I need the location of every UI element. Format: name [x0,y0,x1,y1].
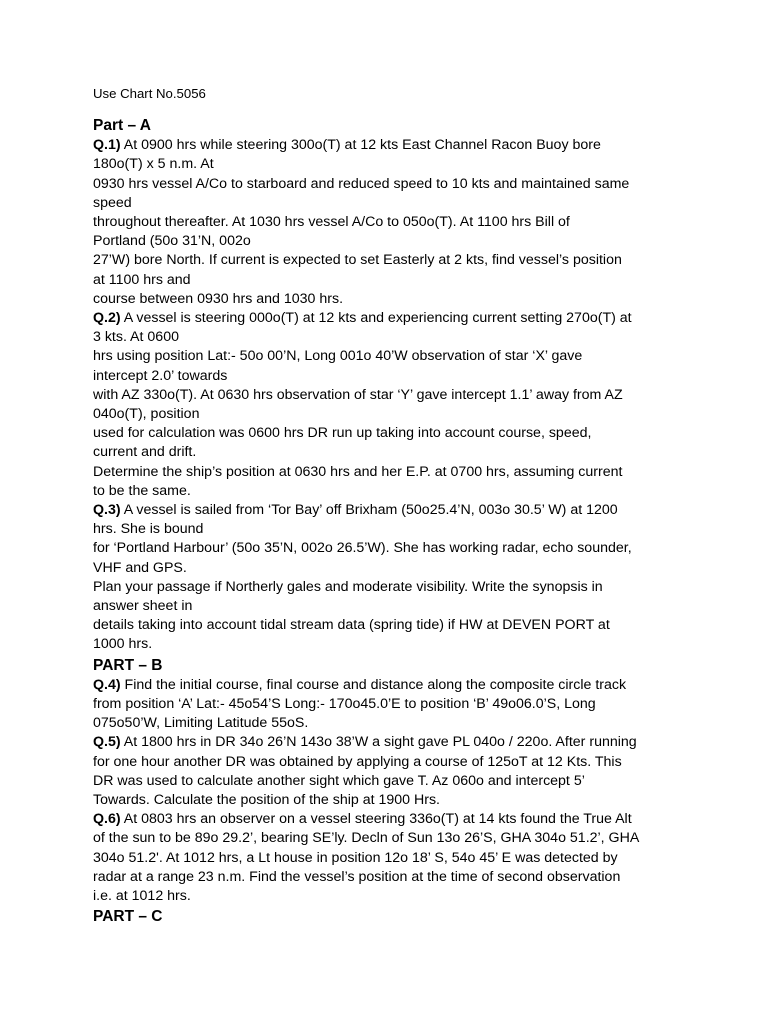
question-line [93,136,683,155]
question-line: 27’W) bore North. If current is expected to set Easterly at 2 kts, find vessel’s position [93,252,622,269]
question-line: 0930 hrs vessel A/Co to starboard and reduced speed to 10 kts and maintained same [93,175,630,192]
question-5 [93,733,683,810]
question-line [93,676,683,695]
question-number: Q.5) [93,734,121,751]
question-line: hrs. She is bound [93,521,204,538]
question-line: 304o 51.2'. At 1012 hrs, a Lt house in position 12o 18’ S, 54o 45’ E was detected by [93,849,618,866]
question-line: DR was used to calculate another sight which gave T. Az 060o and intercept 5’ [93,772,585,789]
question-text: At 0803 hrs an observer on a vessel steering 336o(T) at 14 kts found the True Alt [120,811,632,828]
question-6 [93,810,683,906]
chart-reference: Use Chart No.5056 [93,86,206,101]
question-line: answer sheet in [93,598,193,615]
question-line: intercept 2.0’ towards [93,367,228,384]
question-line: at 1100 hrs and [93,271,191,288]
question-text: At 0900 hrs while steering 300o(T) at 12 kts East Channel Racon Buoy bore [120,137,601,154]
section-heading-part-a: Part – A [93,117,152,135]
question-line: details taking into account tidal stream data (spring tide) if HW at DEVEN PORT at [93,617,610,634]
question-line [93,501,683,520]
question-line: 3 kts. At 0600 [93,329,179,346]
question-line: current and drift. [93,444,197,461]
question-line: of the sun to be 89o 29.2’, bearing SE’ly. Decln of Sun 13o 26’S, GHA 304o 51.2’, GHA [93,830,640,847]
question-line: Towards. Calculate the position of the ship at 1900 Hrs. [93,791,440,808]
question-number: Q.6) [93,811,121,828]
question-line: with AZ 330o(T). At 0630 hrs observation of star ‘Y’ gave intercept 1.1’ away from AZ [93,386,623,403]
question-number: Q.4) [93,676,121,693]
question-text: At 1800 hrs in DR 34o 26’N 143o 38’W a sight gave PL 040o / 220o. After running [120,734,637,751]
question-line: 1000 hrs. [93,636,153,653]
question-line [93,733,683,752]
question-line: Portland (50o 31’N, 002o [93,233,251,250]
question-line: for ‘Portland Harbour’ (50o 35’N, 002o 26.5’W). She has working radar, echo sounder, [93,540,632,557]
question-line: for one hour another DR was obtained by applying a course of 125oT at 12 Kts. This [93,753,622,770]
question-text: A vessel is sailed from ‘Tor Bay’ off Brixham (50o25.4’N, 003o 30.5’ W) at 1200 [120,502,618,519]
section-heading-part-b: PART – B [93,656,163,674]
question-3 [93,501,683,655]
section-heading-part-c: PART – C [93,908,163,926]
question-line: radar at a range 23 n.m. Find the vessel’s position at the time of second observation [93,868,621,885]
question-4 [93,676,683,734]
question-2 [93,309,683,501]
question-line: VHF and GPS. [93,559,187,576]
question-text: Find the initial course, final course and distance along the composite circle track [120,676,627,693]
question-line: hrs using position Lat:- 50o 00’N, Long 001o 40’W observation of star ‘X’ gave [93,348,583,365]
question-1 [93,136,683,309]
question-line: used for calculation was 0600 hrs DR run up taking into account course, speed, [93,425,592,442]
question-line: from position ‘A’ Lat:- 45o54’S Long:- 170o45.0’E to position ‘B’ 49o06.0’S, Long [93,695,596,712]
question-line: 180o(T) x 5 n.m. At [93,156,214,173]
question-number: Q.2) [93,310,121,327]
question-line: course between 0930 hrs and 1030 hrs. [93,290,344,307]
question-line: to be the same. [93,482,191,499]
question-line: Plan your passage if Northerly gales and moderate visibility. Write the synopsis in [93,578,603,595]
question-line: 075o50’W, Limiting Latitude 55oS. [93,715,309,732]
question-line: i.e. at 1012 hrs. [93,887,191,904]
question-number: Q.1) [93,137,121,154]
question-line [93,810,683,829]
document-page [93,84,683,927]
question-line [93,309,683,328]
question-line: Determine the ship’s position at 0630 hrs and her E.P. at 0700 hrs, assuming current [93,463,623,480]
question-line: speed [93,194,132,211]
question-number: Q.3) [93,502,121,519]
question-text: A vessel is steering 000o(T) at 12 kts and experiencing current setting 270o(T) at [120,310,632,327]
question-line: throughout thereafter. At 1030 hrs vessel A/Co to 050o(T). At 1100 hrs Bill of [93,214,570,231]
question-line: 040o(T), position [93,406,200,423]
